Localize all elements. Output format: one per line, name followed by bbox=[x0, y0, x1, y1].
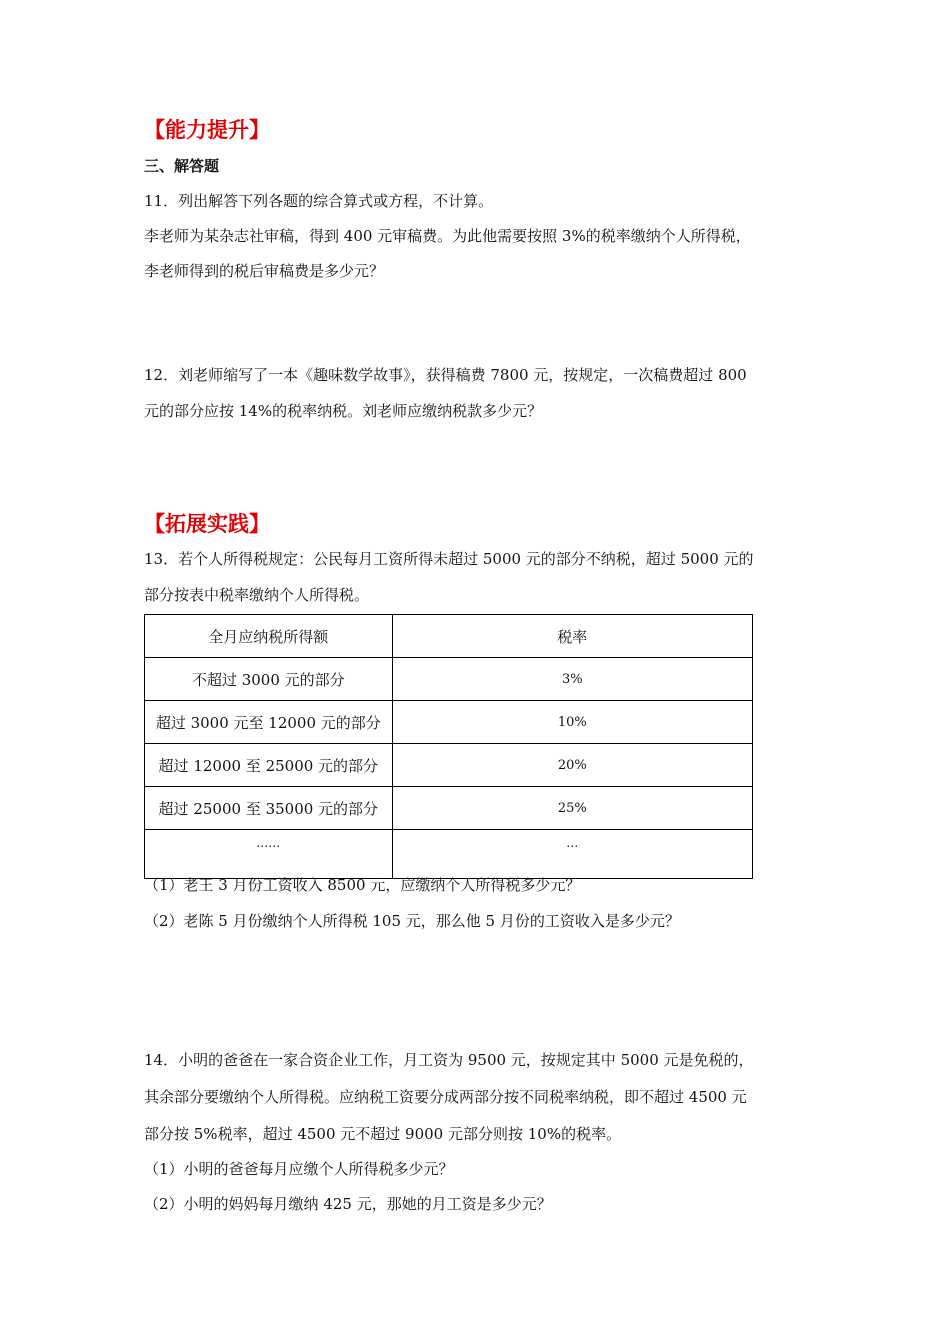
table-cell-rate: … bbox=[392, 830, 752, 879]
section-title-practice: 【拓展实践】 bbox=[144, 512, 270, 536]
table-cell-bracket: 不超过 3000 元的部分 bbox=[145, 658, 393, 701]
table-cell-rate: 20% bbox=[392, 744, 752, 787]
q11-line-2: 李老师得到的税后审稿费是多少元？ bbox=[144, 262, 385, 280]
q14-line-1: 14．小明的爸爸在一家合资企业工作，月工资为 9500 元，按规定其中 5000 元是免税的， bbox=[144, 1051, 754, 1069]
table-cell-rate: 3% bbox=[392, 658, 752, 701]
q12-line-1: 12．刘老师缩写了一本《趣味数学故事》，获得稿费 7800 元，按规定，一次稿费超过 800 bbox=[144, 366, 747, 384]
section-subtitle-answers: 三、解答题 bbox=[144, 157, 220, 175]
q14-sub-2: （2）小明的妈妈每月缴纳 425 元，那她的月工资是多少元？ bbox=[144, 1195, 552, 1213]
table-cell-bracket: 超过 12000 至 25000 元的部分 bbox=[145, 744, 393, 787]
table-header-row bbox=[145, 615, 753, 658]
table-cell-rate: 10% bbox=[392, 701, 752, 744]
table-cell-rate: 25% bbox=[392, 787, 752, 830]
q13-line-2: 部分按表中税率缴纳个人所得税。 bbox=[144, 586, 370, 604]
table-cell-bracket: …… bbox=[145, 830, 393, 879]
table-cell-bracket: 超过 25000 至 35000 元的部分 bbox=[145, 787, 393, 830]
q14-line-3: 部分按 5%税率，超过 4500 元不超过 9000 元部分则按 10%的税率。 bbox=[144, 1125, 622, 1143]
table-row bbox=[145, 658, 753, 701]
q13-line-1: 13．若个人所得税规定：公民每月工资所得未超过 5000 元的部分不纳税，超过 5000 元的 bbox=[144, 550, 754, 568]
q12-line-2: 元的部分应按 14%的税率纳税。刘老师应缴纳税款多少元？ bbox=[144, 402, 543, 420]
section-title-ability: 【能力提升】 bbox=[144, 118, 270, 142]
q11-prompt: 11．列出解答下列各题的综合算式或方程，不计算。 bbox=[144, 192, 494, 210]
table-row bbox=[145, 701, 753, 744]
table-header-income: 全月应纳税所得额 bbox=[145, 615, 393, 658]
table-row bbox=[145, 787, 753, 830]
table-row bbox=[145, 830, 753, 879]
q14-sub-1: （1）小明的爸爸每月应缴个人所得税多少元？ bbox=[144, 1160, 454, 1178]
q13-sub-2: （2）老陈 5 月份缴纳个人所得税 105 元，那么他 5 月份的工资收入是多少元？ bbox=[144, 912, 680, 930]
table-cell-bracket: 超过 3000 元至 12000 元的部分 bbox=[145, 701, 393, 744]
tax-rate-table bbox=[144, 614, 753, 879]
q14-line-2: 其余部分要缴纳个人所得税。应纳税工资要分成两部分按不同税率纳税，即不超过 4500 元 bbox=[144, 1088, 747, 1106]
q13-sub-1: （1）老王 3 月份工资收入 8500 元，应缴纳个人所得税多少元？ bbox=[144, 876, 581, 894]
q11-line-1: 李老师为某杂志社审稿，得到 400 元审稿费。为此他需要按照 3%的税率缴纳个人所得税， bbox=[144, 227, 751, 245]
table-header-rate: 税率 bbox=[392, 615, 752, 658]
table-row bbox=[145, 744, 753, 787]
